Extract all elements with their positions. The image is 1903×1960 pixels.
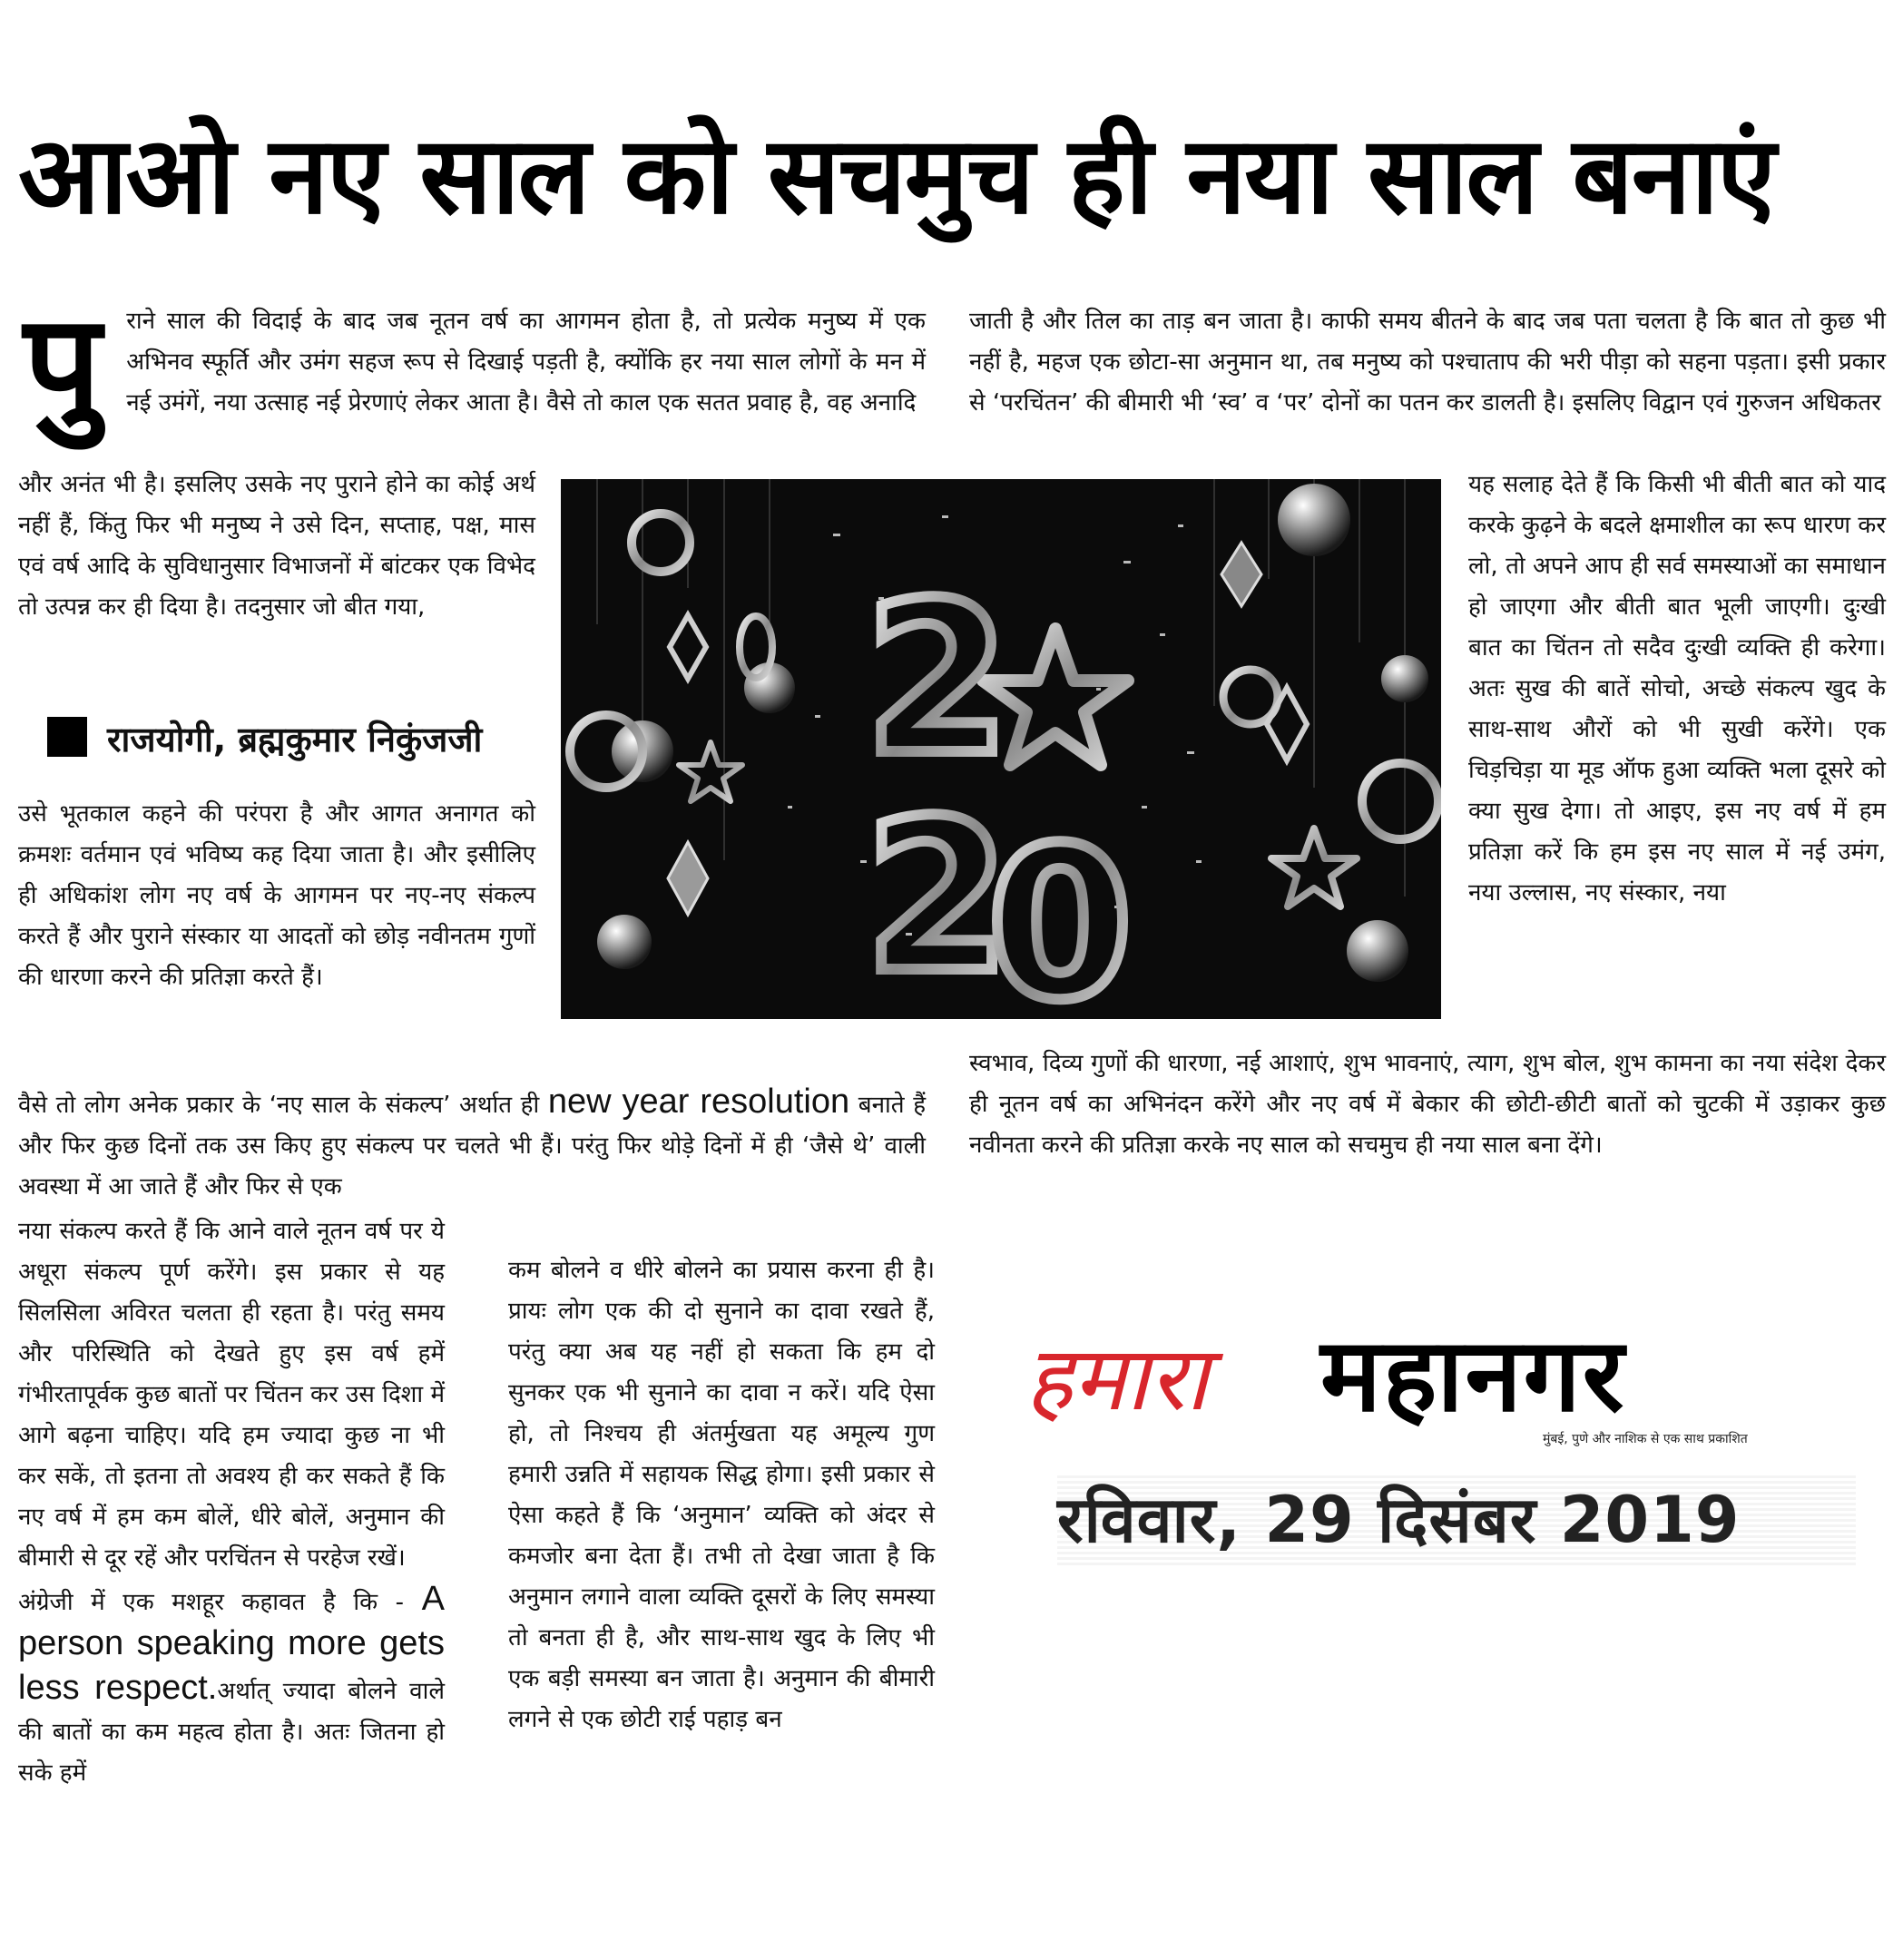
new-year-2020-image: [561, 479, 1441, 1019]
paragraph: और अनंत भी है। इसलिए उसके नए पुराने होने का कोई अर्थ नहीं हैं, किंतु फिर भी मनुष्य ने उसे दिन, सप्ताह, पक्ष, मास एवं वर्ष आदि के सुविधानुसार विभाजनों में बांटकर एक विभेद तो उत्पन्न कर ही दिया है। तदनुसार जो बीत गया,: [18, 471, 535, 621]
paragraph: अंग्रेजी में एक मशहूर कहावत है कि - A person speaking more gets less respect.अर्थात् ज्यादा बोलने वाले की बातों का कम महत्व होता है। अतः जितना हो सके हमें: [18, 1580, 445, 1787]
left-column-block-2: [18, 794, 535, 998]
ornament-ball: [597, 915, 652, 969]
digit-0-bottom: 0: [987, 804, 1133, 1019]
headline: आओ नए साल को सचमुच ही नया साल बनाएं: [18, 113, 1775, 238]
ornament-ball: [1278, 484, 1350, 556]
ornament-ball: [1347, 920, 1408, 982]
right-column-narrow: [1468, 465, 1886, 914]
paragraph: स्वभाव, दिव्य गुणों की धारणा, नई आशाएं, शुभ भावनाएं, त्याग, शुभ बोल, शुभ कामना का नया संदेश देकर ही नूतन वर्ष का अभिनंदन करेंगे और नए वर्ष में बेकार की छोटी-छीटी बातों को चुटकी में उड़ाकर कुछ नवीनता करने की प्रतिज्ञा करके नए साल को सचमुच ही नया साल बना देंगे।: [969, 1050, 1886, 1159]
english-quote: A person speaking more gets less respect.: [18, 1580, 445, 1707]
masthead-red-text: हमारा: [1025, 1328, 1209, 1431]
byline-square-icon: [47, 717, 87, 757]
masthead-black-text: महानगर: [1320, 1317, 1626, 1435]
paragraph: कम बोलने व धीरे बोलने का प्रयास करना ही है। प्रायः लोग एक की दो सुनाने का दावा रखते हैं, परंतु क्या अब यह नहीं हो सकता कि हम दो सुनकर एक भी सुनाने का दावा न करें। यदि ऐसा हो, तो निश्चय ही अंतर्मुखता यह अमूल्य गुण हमारी उन्नति में सहायक सिद्ध होगा। इसी प्रकार से ऐसा कहते हैं कि ‘अनुमान’ व्यक्ति को अंदर से कमजोर बना देता हैं। तभी तो देखा जाता है कि अनुमान लगाने वाला व्यक्ति दूसरों के लिए समस्या तो बनता ही है, और साथ-साथ खुद के लिए भी एक बड़ी समस्या बन जाता है। अनुमान की बीमारी लगने से एक छोटी राई पहाड़ बन: [508, 1257, 935, 1733]
dateline: रविवार, 29 दिसंबर 2019: [1057, 1475, 1856, 1565]
paragraph: वैसे तो लोग अनेक प्रकार के ‘नए साल के संकल्प’ अर्थात ही new year resolution बनाते हैं और फिर कुछ दिनों तक उस किए हुए संकल्प पर चलते भी हैं। परंतु फिर थोड़े दिनों में ही ‘जैसे थे’ वाली अवस्था में आ जाते हैं और फिर से एक: [18, 1083, 927, 1200]
digit-2-bottom: 2: [865, 777, 1011, 1019]
new-year-illustration: [561, 479, 1441, 1019]
intro-paragraph: [18, 286, 926, 444]
ornament-ball: [1381, 655, 1428, 702]
byline-text: राजयोगी, ब्रह्मकुमार निकुंजजी: [107, 720, 483, 760]
paragraph: यह सलाह देते हैं कि किसी भी बीती बात को याद करके कुढ़ने के बदले क्षमाशील का रूप धारण कर लो, तो अपने आप ही सर्व समस्याओं का समाधान हो जाएगा और बीती बात भूली जाएगी। दुःखी बात का चिंतन तो सदैव दुःखी व्यक्ति ही करेगा। अतः सुख की बातें सोचो, अच्छे संकल्प खुद के साथ-साथ औरों को भी सुखी करेंगे। एक चिड़चिड़ा या मूड ऑफ हुआ व्यक्ति भला दूसरे को क्या सुख देगा। तो आइए, इस नए वर्ष में हम प्रतिज्ञा करें कि हम इस नए साल में नई उमंग, नया उल्लास, नए संस्कार, नया: [1468, 471, 1886, 906]
intro-text: राने साल की विदाई के बाद जब नूतन वर्ष का आगमन होता है, तो प्रत्येक मनुष्य में एक अभिनव स्फूर्ति और उमंग सहज रूप से दिखाई पड़ती है, क्योंकि हर नया साल लोगों के मन में नई उमंगें, नया उत्साह नई प्रेरणाएं लेकर आता है। वैसे तो काल एक सतत प्रवाह है, वह अनादि: [126, 308, 926, 416]
masthead-subtitle: मुंबई, पुणे और नाशिक से एक साथ प्रकाशित: [1543, 1432, 1748, 1446]
left-column-block-3: [18, 1082, 926, 1208]
paragraph: जाती है और तिल का ताड़ बन जाता है। काफी समय बीतने के बाद जब पता चलता है कि बात तो कुछ भी नहीं है, महज एक छोटा-सा अनुमान था, तब मनुष्य को पश्चाताप की भरी पीड़ा को सहना पड़ता। इसी प्रकार से ‘परचिंतन’ की बीमारी भी ‘स्व’ व ‘पर’ दोनों का पतन कर डालती है। इसलिए विद्वान एवं गुरुजन अधिकतर: [969, 308, 1886, 416]
paragraph: नया संकल्प करते हैं कि आने वाले नूतन वर्ष पर ये अधूरा संकल्प पूर्ण करेंगे। इस प्रकार से यह सिलसिला अविरत चलता ही रहता है। परंतु समय और परिस्थिति को देखते हुए इस वर्ष हमें गंभीरतापूर्वक कुछ बातों पर चिंतन कर उस दिशा में आगे बढ़ना चाहिए। यदि हम ज्यादा कुछ ना भी कर सकें, तो इतना तो अवश्य ही कर सकते हैं कि नए वर्ष में हम कम बोलें, धीरे बोलें, अनुमान की बीमारी से दूर रहें और परचिंतन से परहेज रखें।: [18, 1218, 445, 1572]
digit-2-top: 2: [865, 559, 1011, 801]
left-column-block-1: [18, 465, 535, 628]
byline: [47, 712, 555, 767]
right-column-top: [969, 301, 1886, 424]
lower-column-b: [508, 1250, 935, 1740]
paragraph: उसे भूतकाल कहने की परंपरा है और आगत अनागत को क्रमशः वर्तमान एवं भविष्य कह दिया जाता है। और इसीलिए ही अधिकांश लोग नए वर्ष के आगमन पर नए-नए संकल्प करते हैं और पुराने संस्कार या आदतों को छोड़ नवीनतम गुणों की धारणा करने की प्रतिज्ञा करते हैं।: [18, 800, 535, 991]
english-phrase: new year resolution: [547, 1083, 850, 1121]
right-column-bottom: [969, 1044, 1886, 1166]
lower-column-a: [18, 1211, 445, 1794]
drop-cap: पु: [24, 286, 102, 444]
